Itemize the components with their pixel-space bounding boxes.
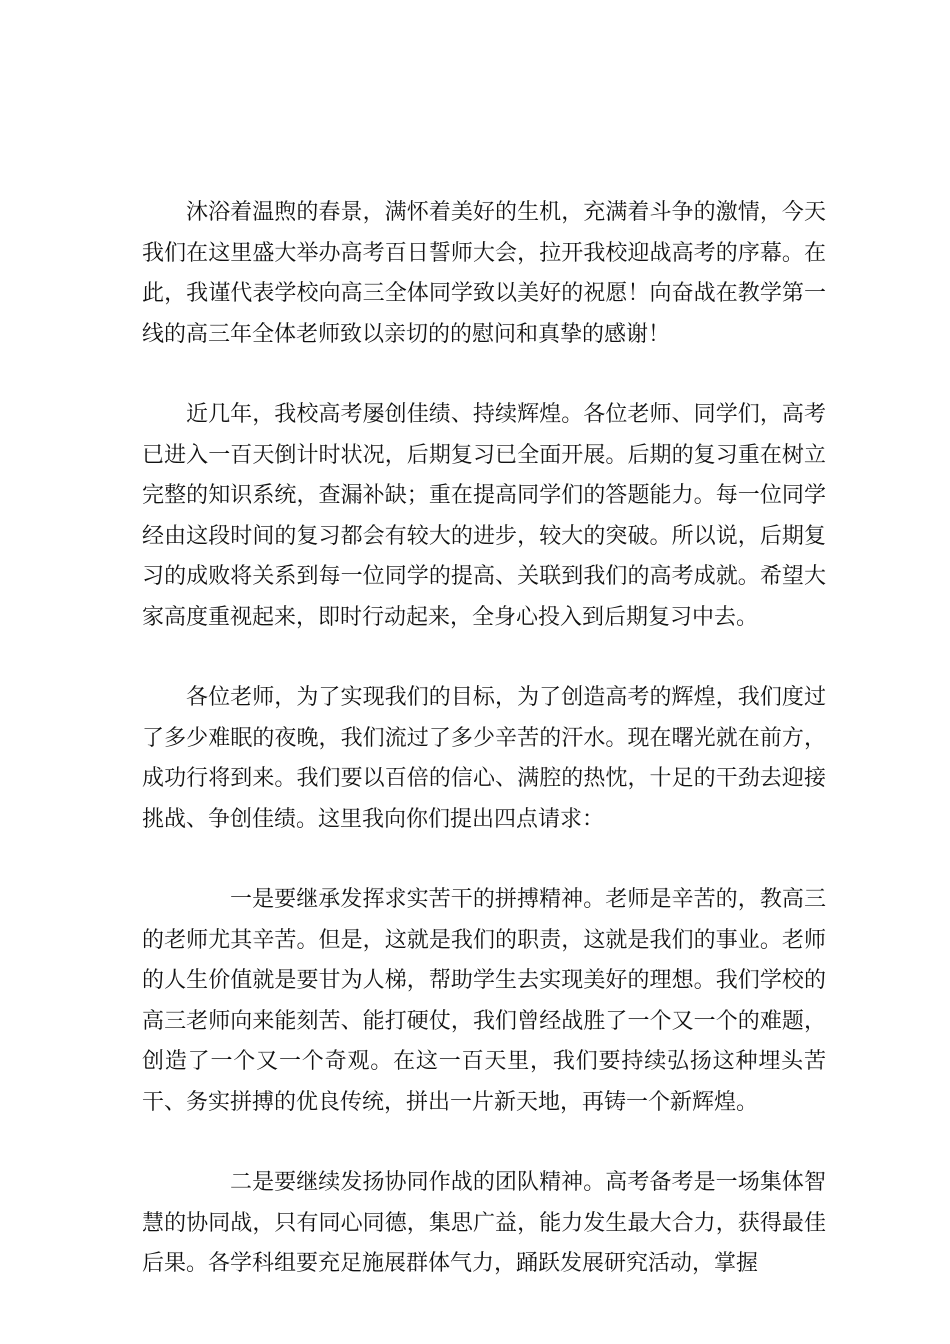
paragraph-5: 二是要继续发扬协同作战的团队精神。高考备考是一场集体智慧的协同战，只有同心同德，集思广益，能力发生最大合力，获得最佳后果。各学科组要充足施展群体气力，踊跃发展研究活动，掌握 xyxy=(142,1170,826,1276)
paragraph-1: 沐浴着温煦的春景，满怀着美好的生机，充满着斗争的激情，今天我们在这里盛大举办高考百日誓师大会，拉开我校迎战高考的序幕。在此，我谨代表学校向高三全体同学致以美好的祝愿！向奋战在教学第一线的高三年全体老师致以亲切的的慰问和真挚的感谢！ xyxy=(142,200,826,347)
paragraph-2: 近几年，我校高考屡创佳绩、持续辉煌。各位老师、同学们，高考已进入一百天倒计时状况，后期复习已全面开展。后期的复习重在树立完整的知识系统，查漏补缺；重在提高同学们的答题能力。每一位同学经由这段时间的复习都会有较大的进步，较大的突破。所以说，后期复习的成败将关系到每一位同学的提高、关联到我们的高考成就。希望大家高度重视起来，即时行动起来，全身心投入到后期复习中去。 xyxy=(142,402,826,630)
paragraph-3: 各位老师，为了实现我们的目标，为了创造高考的辉煌，我们度过了多少难眠的夜晚，我们流过了多少辛苦的汗水。现在曙光就在前方，成功行将到来。我们要以百倍的信心、满腔的热忱，十足的干劲去迎接挑战、争创佳绩。这里我向你们提出四点请求： xyxy=(142,685,826,832)
document-body xyxy=(142,193,826,1325)
paragraph-4: 一是要继承发挥求实苦干的拼搏精神。老师是辛苦的，教高三的老师尤其辛苦。但是，这就是我们的职责，这就是我们的事业。老师的人生价值就是要甘为人梯，帮助学生去实现美好的理想。我们学校的高三老师向来能刻苦、能打硬仗，我们曾经战胜了一个又一个的难题，创造了一个又一个奇观。在这一百天里，我们要持续弘扬这种埋头苦干、务实拼搏的优良传统，拼出一片新天地，再铸一个新辉煌。 xyxy=(142,887,826,1115)
